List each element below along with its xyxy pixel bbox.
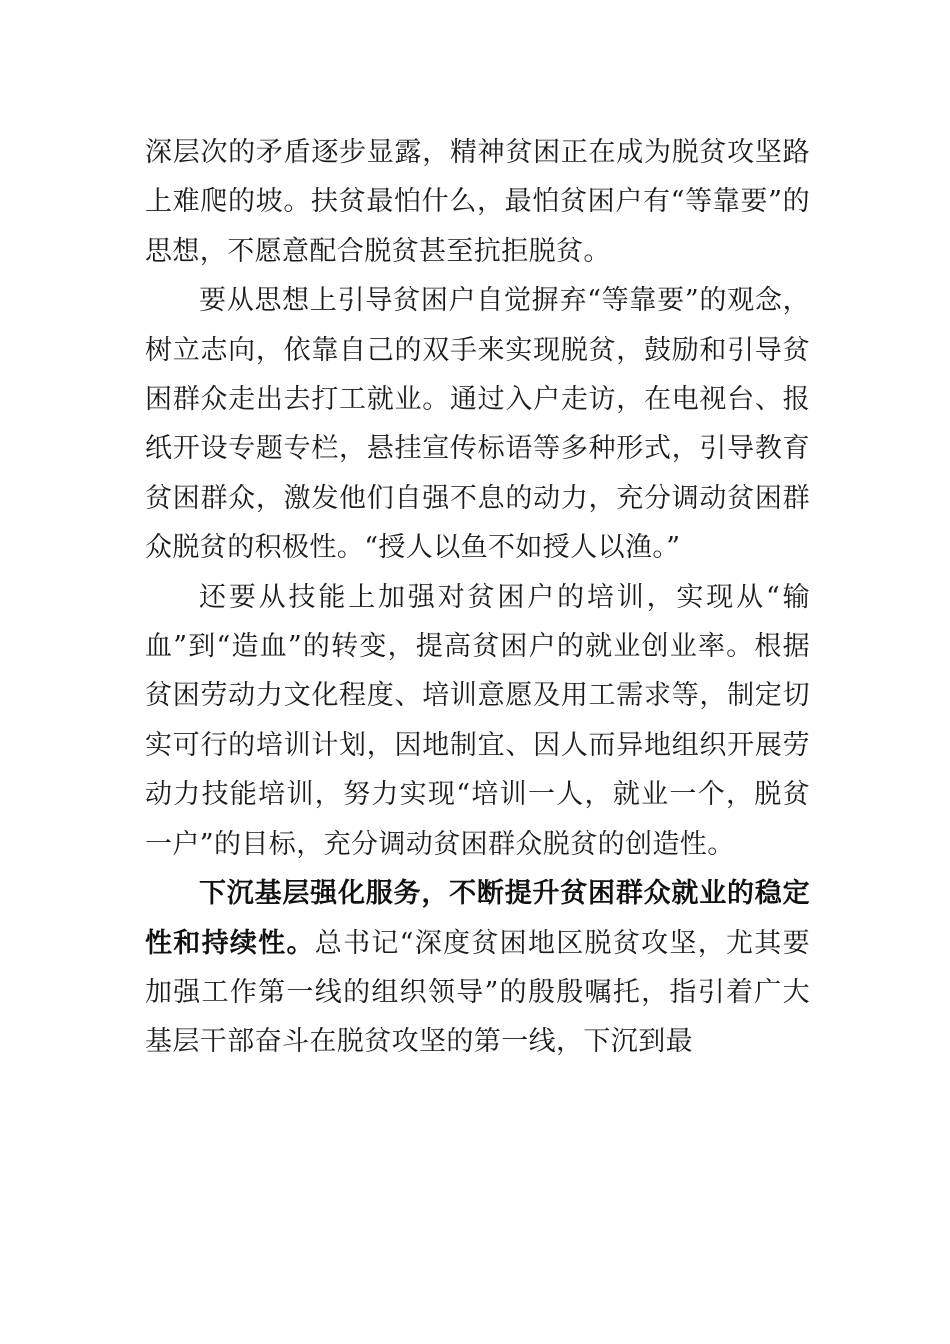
paragraph-4-lead: 下沉基层强化服务，不断提升贫困群众就业的稳定性和持续性。: [145, 878, 810, 959]
paragraph-1: [145, 128, 810, 276]
paragraph-3-text: 还要从技能上加强对贫困户的培训，实现从“输血”到“造血”的转变，提高贫困户的就业创业率。根据贫困劳动力文化程度、培训意愿及用工需求等，制定切实可行的培训计划，因地制宜、因人而异地组织开展劳动力技能培训，努力实现“培训一人，就业一个，脱贫一户”的目标，充分调动贫困群众脱贫的创造性。: [145, 581, 810, 860]
paragraph-2-text: 要从思想上引导贫困户自觉摒弃“等靠要”的观念，树立志向，依靠自己的双手来实现脱贫，鼓励和引导贫困群众走出去打工就业。通过入户走访，在电视台、报纸开设专题专栏，悬挂宣传标语等多种形式，引导教育贫困群众，激发他们自强不息的动力，充分调动贫困群众脱贫的积极性。“授人以鱼不如授人以渔。”: [145, 285, 810, 564]
paragraph-4: [145, 869, 810, 1067]
document-body: [145, 128, 810, 1067]
paragraph-1-text: 深层次的矛盾逐步显露，精神贫困正在成为脱贫攻坚路上难爬的坡。扶贫最怕什么，最怕贫困户有“等靠要”的思想，不愿意配合脱贫甚至抗拒脱贫。: [145, 137, 810, 267]
paragraph-2: [145, 276, 810, 572]
paragraph-4-text: 总书记“深度贫困地区脱贫攻坚，尤其要加强工作第一线的组织领导”的殷殷嘱托，指引着广大基层干部奋斗在脱贫攻坚的第一线，下沉到最: [145, 927, 810, 1058]
paragraph-3: [145, 573, 810, 869]
